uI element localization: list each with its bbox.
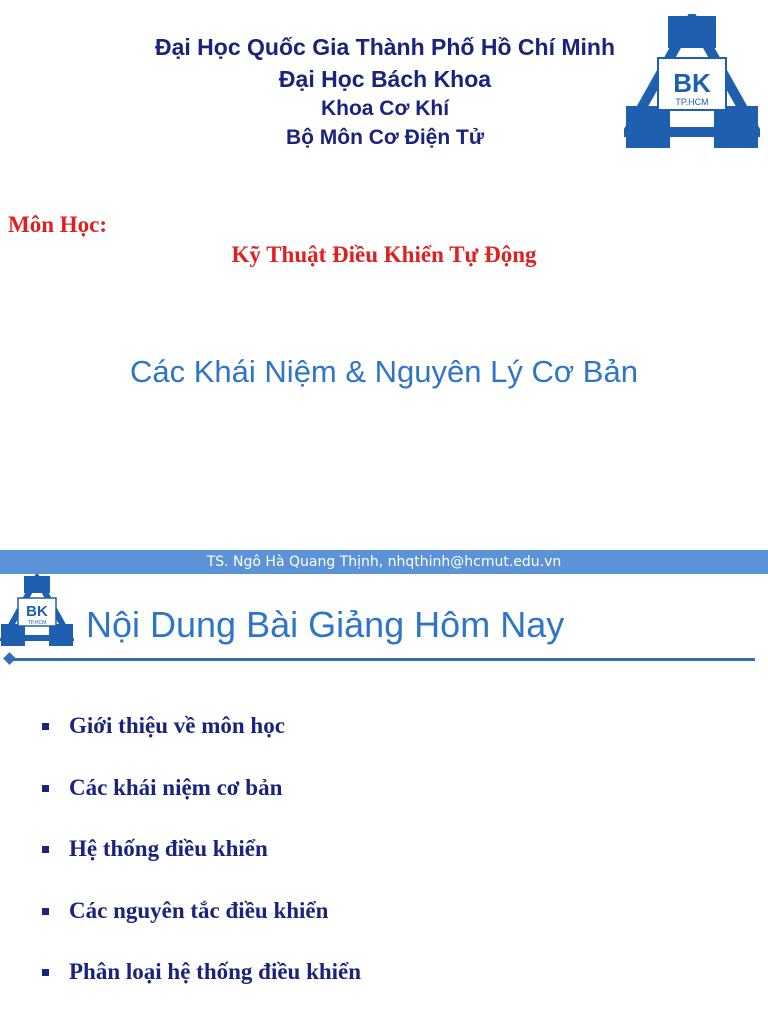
list-item: [42, 710, 285, 742]
university-name: Đại Học Quốc Gia Thành Phố Hồ Chí Minh: [155, 34, 615, 60]
lecture-title: Các Khái Niệm & Nguyên Lý Cơ Bản: [130, 354, 638, 389]
department-name: Bộ Môn Cơ Điện Tử: [285, 126, 485, 149]
logo-subtext: TP.HCM: [27, 620, 47, 626]
slide-title: Nội Dung Bài Giảng Hôm Nay: [86, 604, 565, 645]
logo-cube-top: [668, 16, 716, 48]
logo-cube-right: [714, 106, 758, 148]
bullet-icon: [42, 908, 49, 915]
footer-bar: TS. Ngô Hà Quang Thịnh, nhqthinh@hcmut.edu.vn: [0, 550, 768, 574]
course-name: Kỹ Thuật Điều Khiển Tự Động: [231, 242, 537, 267]
list-item: [42, 772, 282, 804]
logo-subtext: TP.HCM: [675, 97, 709, 107]
logo-text: BK: [673, 68, 711, 98]
bk-logo: [624, 14, 760, 150]
logo-cube-left: [626, 106, 670, 148]
bullet-icon: [42, 846, 49, 853]
list-item-label: Các khái niệm cơ bản: [69, 775, 283, 800]
bullet-icon: [42, 969, 49, 976]
list-item-label: Phân loại hệ thống điều khiển: [69, 959, 362, 984]
list-item-label: Hệ thống điều khiển: [69, 836, 268, 861]
list-item-label: Các nguyên tắc điều khiển: [69, 898, 329, 923]
bullet-icon: [42, 723, 49, 730]
logo-text: BK: [26, 603, 48, 620]
agenda-list: [0, 574, 768, 1024]
school-name: Đại Học Bách Khoa: [278, 66, 492, 92]
course-label: Môn Học:: [8, 212, 108, 237]
list-item: [42, 833, 268, 865]
agenda-slide: [0, 574, 768, 1024]
list-item: [42, 956, 361, 988]
list-item-label: Giới thiệu về môn học: [69, 713, 285, 738]
list-item: [42, 895, 328, 927]
bullet-icon: [42, 785, 49, 792]
faculty-name: Khoa Cơ Khí: [320, 97, 450, 120]
